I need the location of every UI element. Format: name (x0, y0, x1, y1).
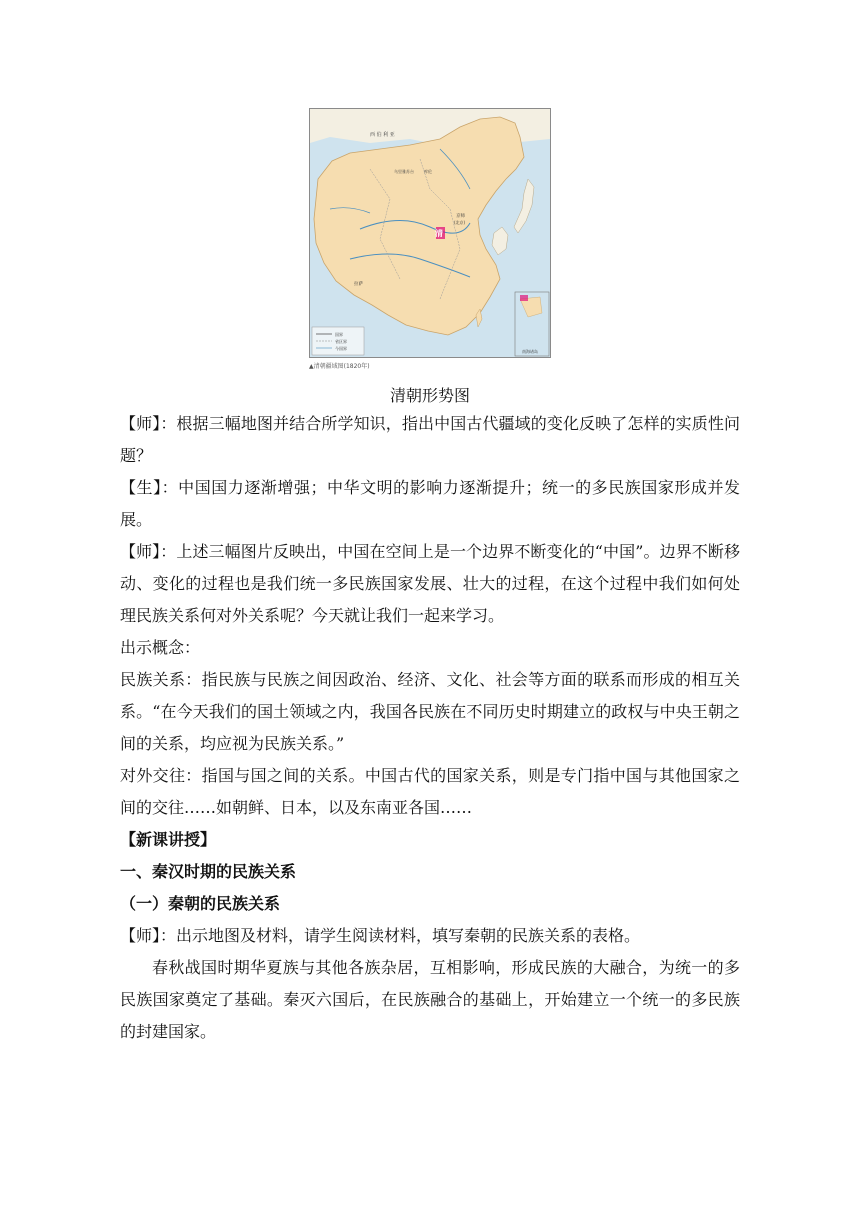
map-graphic (310, 109, 550, 357)
inset-highlight (520, 295, 528, 301)
concept-ethnic-relations: 民族关系：指民族与民族之间因政治、经济、文化、社会等方面的联系而形成的相互关系。“在今天我们的国土领域之内，我国各民族在不同历史时期建立的政权与中央王朝之间的关系，均应视为民族关系。” (120, 670, 740, 753)
teacher-question: 【师】：根据三幅地图并结合所学知识，指出中国古代疆域的变化反映了怎样的实质性问题？ (120, 414, 740, 465)
section-heading-qin-han: 一、秦汉时期的民族关系 (120, 862, 297, 881)
label-capital-sub: (北京) (454, 220, 466, 225)
document-body (120, 408, 740, 1048)
qing-territory-map (309, 108, 551, 358)
subsection-heading-qin: （一）秦朝的民族关系 (120, 894, 281, 913)
section-heading-new-lesson: 【新课讲授】 (120, 830, 217, 849)
label-qing: 清 (435, 229, 443, 238)
label-kulun: 库伦 (424, 169, 432, 174)
concept-intro: 出示概念： (120, 638, 201, 657)
map-note: ▲清朝疆域图(1820年) (309, 363, 370, 370)
legend-label-border: 国界 (335, 332, 343, 337)
legend-label-modern: 今国界 (335, 346, 347, 351)
student-answer: 【生】：中国国力逐渐增强；中华文明的影响力逐渐提升；统一的多民族国家形成并发展。 (120, 478, 740, 529)
label-lhasa: 拉萨 (354, 282, 363, 287)
legend-label-province: 省区界 (335, 339, 347, 344)
reading-material: 春秋战国时期华夏族与其他各族杂居，互相影响，形成民族的大融合，为统一的多民族国家奠定了基础。秦灭六国后，在民族融合的基础上，开始建立一个统一的多民族的封建国家。 (120, 958, 740, 1041)
inset-label: 南海诸岛 (522, 349, 538, 354)
figure-caption: 清朝形势图 (389, 386, 470, 405)
teacher-explanation: 【师】：上述三幅图片反映出，中国在空间上是一个边界不断变化的“中国”。边界不断移动、变化的过程也是我们统一多民族国家发展、壮大的过程，在这个过程中我们如何处理民族关系何对外关系呢？今天就让我们一起来学习。 (120, 542, 740, 625)
label-capital: 京师 (456, 214, 465, 219)
label-wuliyasutai: 乌里雅苏台 (394, 169, 414, 174)
concept-foreign-relations: 对外交往：指国与国之间的关系。中国古代的国家关系，则是专门指中国与其他国家之间的交往……如朝鲜、日本，以及东南亚各国…… (120, 766, 740, 817)
label-siberia: 西 伯 利 亚 (370, 132, 395, 138)
teacher-instruction: 【师】：出示地图及材料，请学生阅读材料，填写秦朝的民族关系的表格。 (120, 926, 641, 945)
